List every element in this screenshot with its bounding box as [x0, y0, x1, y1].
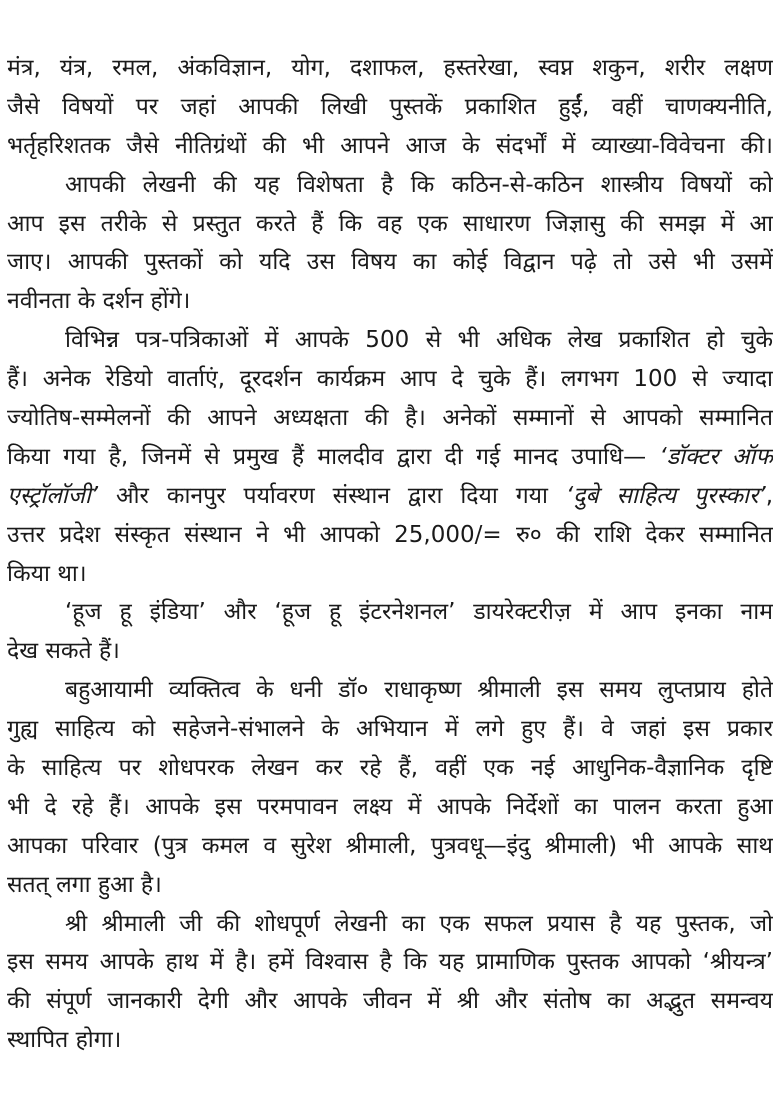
text-line	[7, 321, 773, 360]
text-segment: ज्योतिष-सम्मेलनों की आपने अध्यक्षता की है। अनेकों सम्मानों से आपको सम्मानित	[7, 405, 773, 432]
text-line	[7, 866, 773, 905]
text-segment: इस समय आपके हाथ में है। हमें विश्वास है कि यह प्रामाणिक पुस्तक आपको ‘श्रीयन्त्र’	[7, 949, 773, 976]
document-page	[7, 49, 773, 1060]
text-segment: विभिन्न पत्र-पत्रिकाओं में आपके 500 से भी अधिक लेख प्रकाशित हो चुके	[65, 327, 773, 354]
text-segment: सतत् लगा हुआ है।	[7, 871, 162, 898]
text-line	[7, 749, 773, 788]
text-line	[7, 710, 773, 749]
text-segment: किया था।	[7, 560, 87, 587]
text-segment: भी दे रहे हैं। आपके इस परमपावन लक्ष्य में आपके निर्देशों का पालन करता हुआ	[7, 793, 773, 820]
text-segment: आपकी लेखनी की यह विशेषता है कि कठिन-से-कठिन शास्त्रीय विषयों को	[65, 171, 773, 198]
text-segment: मंत्र, यंत्र, रमल, अंकविज्ञान, योग, दशाफल, हस्तरेखा, स्वप्न शकुन, शरीर लक्षण	[7, 55, 773, 81]
paragraph	[7, 671, 773, 904]
text-segment: हैं। अनेक रेडियो वार्ताएं, दूरदर्शन कार्यक्रम आप दे चुके हैं। लगभग 100 से ज्यादा	[7, 366, 773, 393]
italic-text: ‘डॉक्टर ऑफ	[659, 443, 773, 470]
text-segment: आपका परिवार (पुत्र कमल व सुरेश श्रीमाली, पुत्रवधू—इंदु श्रीमाली) भी आपके साथ	[7, 832, 773, 859]
paragraph	[7, 905, 773, 1061]
text-line	[7, 438, 773, 477]
paragraph	[7, 166, 773, 322]
text-segment: नवीनता के दर्शन होंगे।	[7, 288, 191, 315]
text-segment: श्री श्रीमाली जी की शोधपूर्ण लेखनी का एक सफल प्रयास है यह पुस्तक, जो	[65, 910, 773, 937]
text-line	[7, 827, 773, 866]
text-line	[7, 399, 773, 438]
text-line	[7, 127, 773, 166]
text-line	[7, 593, 773, 632]
text-line	[7, 555, 773, 594]
text-line	[7, 282, 773, 321]
paragraph	[7, 321, 773, 593]
text-line	[7, 788, 773, 827]
text-line	[7, 632, 773, 671]
text-segment: ,	[765, 482, 773, 509]
text-line	[7, 88, 773, 127]
text-line	[7, 943, 773, 982]
text-line	[7, 49, 773, 88]
italic-text: एस्ट्रॉलॉजी’	[7, 482, 99, 509]
text-line	[7, 671, 773, 710]
text-segment: और कानपुर पर्यावरण संस्थान द्वारा दिया गया	[98, 482, 566, 509]
italic-text: ‘दुबे साहित्य पुरस्कार’	[565, 482, 766, 509]
text-line	[7, 982, 773, 1021]
text-segment: की संपूर्ण जानकारी देगी और आपके जीवन में श्री और संतोष का अद्भुत समन्वय	[7, 988, 773, 1015]
text-segment: स्थापित होगा।	[7, 1027, 122, 1054]
text-line	[7, 205, 773, 244]
text-segment: आप इस तरीके से प्रस्तुत करते हैं कि वह एक साधारण जिज्ञासु की समझ में आ	[7, 210, 773, 237]
text-segment: जैसे विषयों पर जहां आपकी लिखी पुस्तकें प्रकाशित हुईं, वहीं चाणक्यनीति,	[7, 93, 773, 120]
text-line	[7, 1021, 773, 1060]
text-line	[7, 166, 773, 205]
text-segment: ‘हूज हू इंडिया’ और ‘हूज हू इंटरनेशनल’ डायरेक्टरीज़ में आप इनका नाम	[65, 599, 773, 626]
text-segment: किया गया है, जिनमें से प्रमुख हैं मालदीव द्वारा दी गई मानद उपाधि—	[7, 443, 660, 470]
text-line	[7, 477, 773, 516]
text-segment: गुह्य साहित्य को सहेजने-संभालने के अभियान में लगे हुए हैं। वे जहां इस प्रकार	[7, 716, 773, 743]
text-segment: के साहित्य पर शोधपरक लेखन कर रहे हैं, वहीं एक नई आधुनिक-वैज्ञानिक दृष्टि	[7, 755, 773, 782]
text-segment: देख सकते हैं।	[7, 638, 120, 665]
text-line	[7, 905, 773, 944]
paragraph	[7, 593, 773, 671]
text-segment: भर्तृहरिशतक जैसे नीतिग्रंथों की भी आपने आज के संदर्भों में व्याख्या-विवेचना की।	[7, 132, 773, 159]
paragraph	[7, 49, 773, 166]
text-line	[7, 243, 773, 282]
text-segment: बहुआयामी व्यक्तित्व के धनी डॉ० राधाकृष्ण श्रीमाली इस समय लुप्तप्राय होते	[65, 677, 773, 704]
text-segment: उत्तर प्रदेश संस्कृत संस्थान ने भी आपको 25,000/= रु० की राशि देकर सम्मानित	[7, 521, 773, 548]
text-segment: जाए। आपकी पुस्तकों को यदि उस विषय का कोई विद्वान पढ़े तो उसे भी उसमें	[7, 249, 773, 276]
text-line	[7, 360, 773, 399]
text-line	[7, 516, 773, 555]
